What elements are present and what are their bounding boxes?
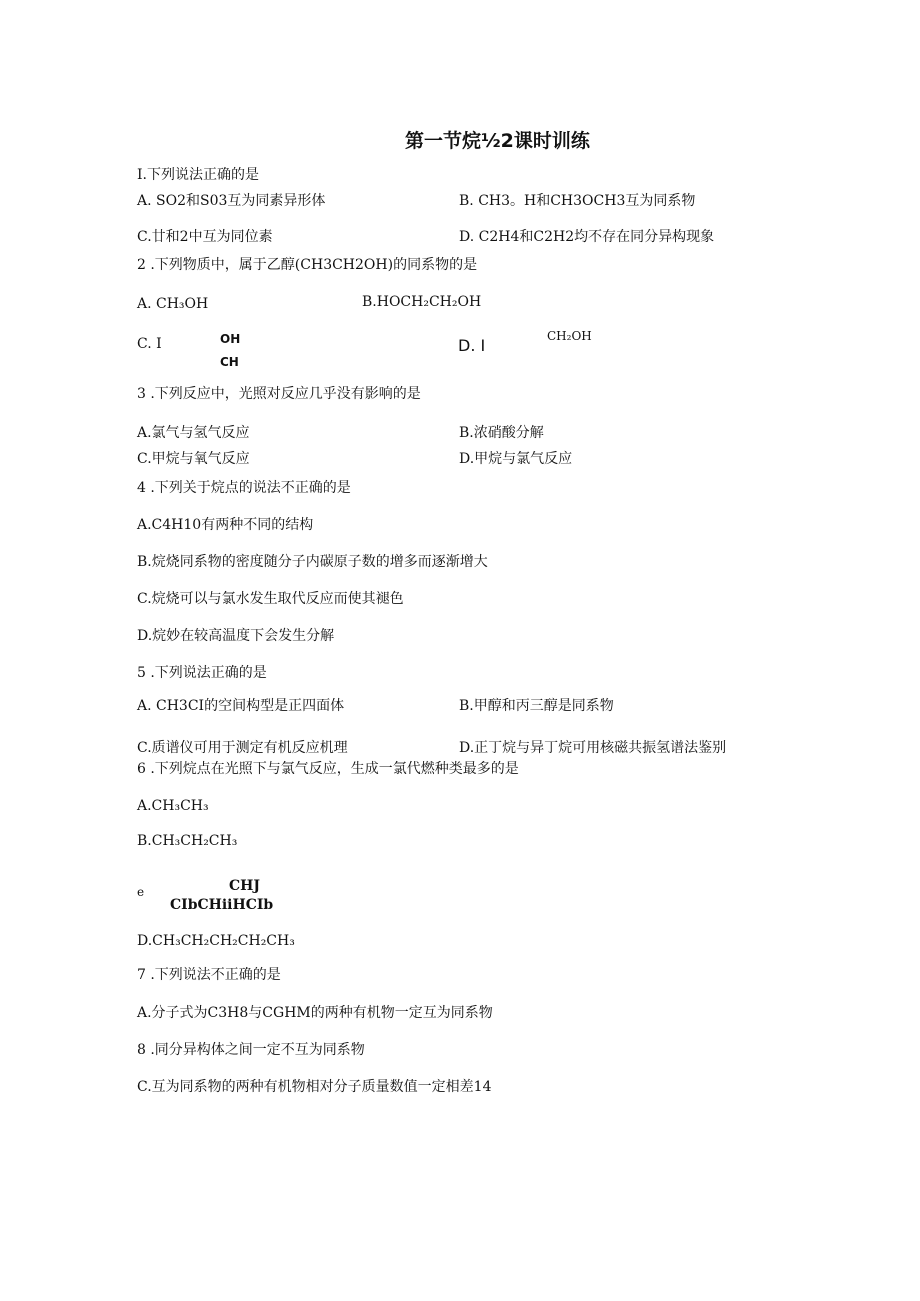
q4-option-c: C.烷烧可以与氯水发生取代反应而使其褪色 bbox=[137, 591, 404, 607]
question-4-stem: 4 .下列关于烷点的说法不正确的是 bbox=[137, 480, 351, 496]
q5-option-a: A. CH3CI的空间构型是正四面体 bbox=[137, 698, 345, 714]
q3-option-c: C.甲烷与氧气反应 bbox=[137, 451, 250, 467]
q2-option-c-ch-group: CH bbox=[220, 355, 239, 369]
question-6-stem: 6 .下列烷点在光照下与氯气反应，生成一氯代燃种类最多的是 bbox=[137, 761, 519, 777]
q6-option-b: B.CH₃CH₂CH₃ bbox=[137, 833, 238, 849]
q6-option-d: D.CH₃CH₂CH₂CH₂CH₃ bbox=[137, 933, 295, 949]
q2-option-c-oh-group: OH bbox=[220, 332, 241, 346]
question-1-stem: I.下列说法正确的是 bbox=[137, 167, 259, 183]
q5-option-b: B.甲醇和丙三醇是同系物 bbox=[459, 698, 614, 714]
q1-option-a: A. SO2和S03互为同素异形体 bbox=[137, 193, 326, 209]
q5-option-d: D.正丁烷与异丁烷可用核磁共振氢谱法鉴别 bbox=[459, 740, 727, 756]
q6-option-c-main-chain: CIbCHiiHCIb bbox=[170, 897, 274, 913]
q2-option-a: A. CH₃OH bbox=[137, 296, 209, 312]
q2-option-c: C. I bbox=[137, 336, 162, 352]
q3-option-a: A.氯气与氢气反应 bbox=[137, 425, 250, 441]
question-2-stem: 2 .下列物质中，属于乙醇(CH3CH2OH)的同系物的是 bbox=[137, 257, 478, 273]
q1-option-b: B. CH3。H和CH3OCH3互为同系物 bbox=[459, 193, 696, 209]
q7-option-a: A.分子式为C3H8与CGHM的两种有机物一定互为同系物 bbox=[137, 1005, 493, 1021]
q4-option-a: A.C4H10有两种不同的结构 bbox=[137, 517, 314, 533]
question-5-stem: 5 .下列说法正确的是 bbox=[137, 665, 267, 681]
q6-option-c-top-group: CHJ bbox=[229, 878, 260, 894]
q6-option-c-label: e bbox=[137, 885, 145, 899]
page-title: 第一节烷½2课时训练 bbox=[405, 130, 590, 152]
question-7-stem: 7 .下列说法不正确的是 bbox=[137, 967, 281, 983]
q1-option-d: D. C2H4和C2H2均不存在同分异构现象 bbox=[459, 229, 715, 245]
q7-option-b: 8 .同分异构体之间一定不互为同系物 bbox=[137, 1042, 365, 1058]
question-3-stem: 3 .下列反应中，光照对反应几乎没有影响的是 bbox=[137, 386, 421, 402]
q4-option-d: D.烷妙在较高温度下会发生分解 bbox=[137, 628, 335, 644]
q3-option-b: B.浓硝酸分解 bbox=[459, 425, 544, 441]
q7-option-c: C.互为同系物的两种有机物相对分子质量数值一定相差14 bbox=[137, 1079, 492, 1095]
q2-option-d-ch2oh-group: CH₂OH bbox=[547, 329, 592, 343]
q2-option-d: D. I bbox=[458, 336, 486, 355]
q2-option-b: B.HOCH₂CH₂OH bbox=[362, 294, 482, 310]
q1-option-c: C.廿和2中互为同位素 bbox=[137, 229, 273, 245]
q6-option-a: A.CH₃CH₃ bbox=[137, 798, 209, 814]
q4-option-b: B.烷烧同系物的密度随分子内碳原子数的增多而逐渐增大 bbox=[137, 554, 488, 570]
q5-option-c: C.质谱仪可用于测定有机反应机理 bbox=[137, 740, 348, 756]
q3-option-d: D.甲烷与氯气反应 bbox=[459, 451, 573, 467]
